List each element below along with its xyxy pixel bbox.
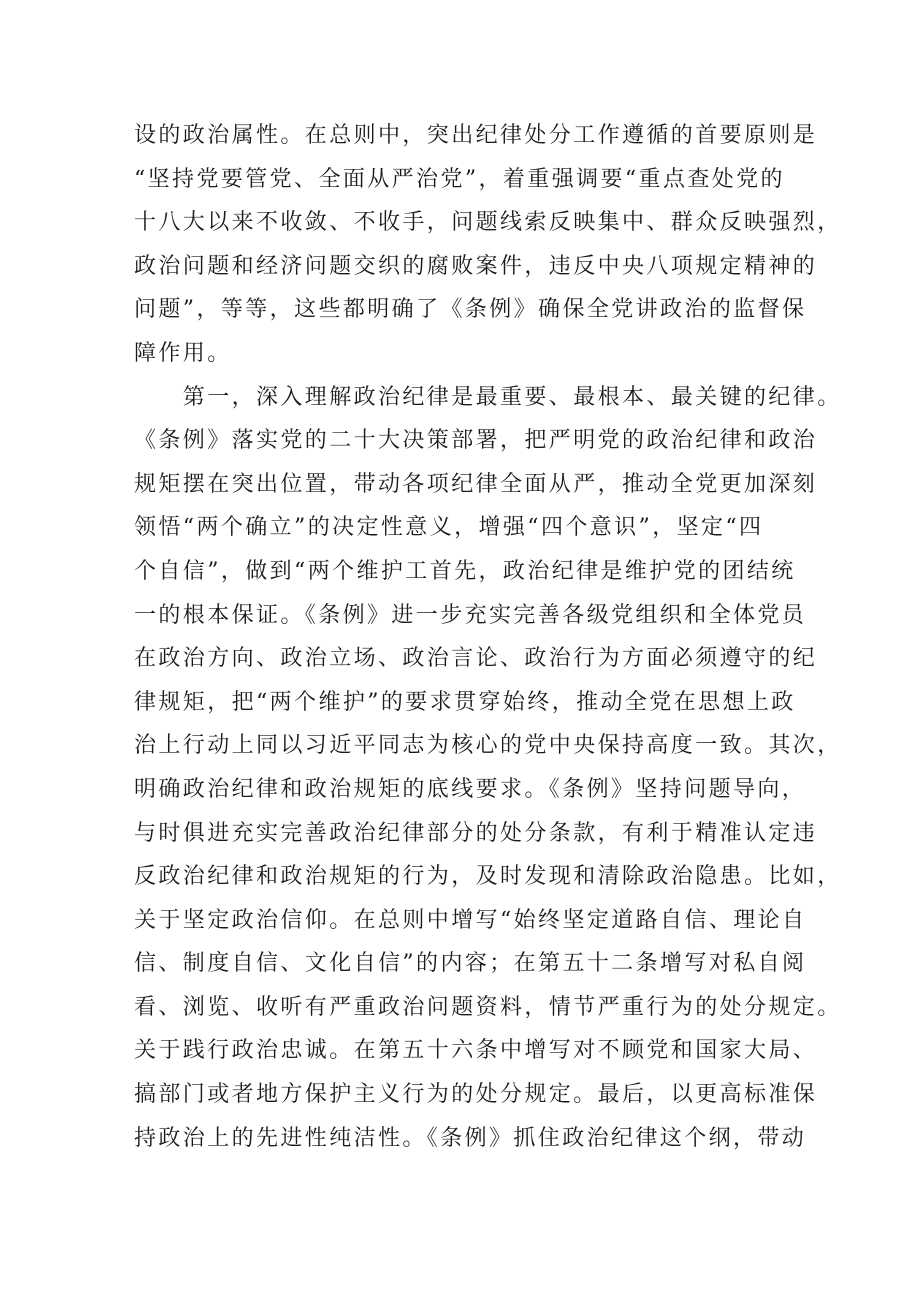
text-line: 律规矩，把“两个维护”的要求贯穿始终，推动全党在思想上政 — [134, 689, 796, 715]
text-line: 领悟“两个确立”的决定性意义，增强“四个意识”，坚定“四 — [134, 515, 764, 541]
text-line: 障作用。 — [134, 340, 232, 366]
text-line: 规矩摆在突出位置，带动各项纪律全面从严，推动全党更加深刻 — [134, 471, 818, 497]
text-line: 第一，深入理解政治纪律是最重要、最根本、最关键的纪律。 — [134, 384, 842, 410]
text-line: 关于践行政治忠诚。在第五十六条中增写对不顾党和国家大局、 — [134, 1038, 818, 1064]
text-line: 反政治纪律和政治规矩的行为，及时发现和清除政治隐患。比如， — [134, 864, 842, 890]
body-text — [134, 114, 842, 1160]
text-line: 与时俱进充实完善政治纪律部分的处分条款，有利于精准认定违 — [134, 820, 818, 846]
text-line: 个自信”，做到“两个维护工首先，政治纪律是维护党的团结统 — [134, 558, 796, 584]
text-line: 信、制度自信、文化自信”的内容；在第五十二条增写对私自阅 — [134, 951, 807, 977]
text-line: 搞部门或者地方保护主义行为的处分规定。最后，以更高标准保 — [134, 1082, 818, 1108]
text-line: 明确政治纪律和政治规矩的底线要求。《条例》坚持问题导向， — [134, 776, 807, 802]
text-line: 政治问题和经济问题交织的腐败案件，违反中央八项规定精神的 — [134, 253, 818, 279]
text-line: “坚持党要管党、全面从严治党”，着重强调要“重点查处党的 — [134, 166, 785, 192]
text-line: 治上行动上同以习近平同志为核心的党中央保持高度一致。其次， — [134, 733, 842, 759]
text-line: 问题”，等等，这些都明确了《条例》确保全党讲政治的监督保 — [134, 297, 807, 323]
text-line: 十八大以来不收敛、不收手，问题线索反映集中、群众反映强烈， — [134, 210, 842, 236]
text-line: 持政治上的先进性纯洁性。《条例》抓住政治纪律这个纲，带动 — [134, 1125, 807, 1151]
text-line: 设的政治属性。在总则中，突出纪律处分工作遵循的首要原则是 — [134, 123, 818, 148]
text-line: 在政治方向、政治立场、政治言论、政治行为方面必须遵守的纪 — [134, 646, 818, 672]
text-line: 看、浏览、收听有严重政治问题资料，情节严重行为的处分规定。 — [134, 994, 842, 1020]
text-line: 一的根本保证。《条例》进一步充实完善各级党组织和全体党员 — [134, 602, 807, 628]
text-line: 关于坚定政治信仰。在总则中增写“始终坚定道路自信、理论自 — [134, 907, 807, 933]
text-line: 《条例》落实党的二十大决策部署，把严明党的政治纪律和政治 — [134, 428, 818, 454]
